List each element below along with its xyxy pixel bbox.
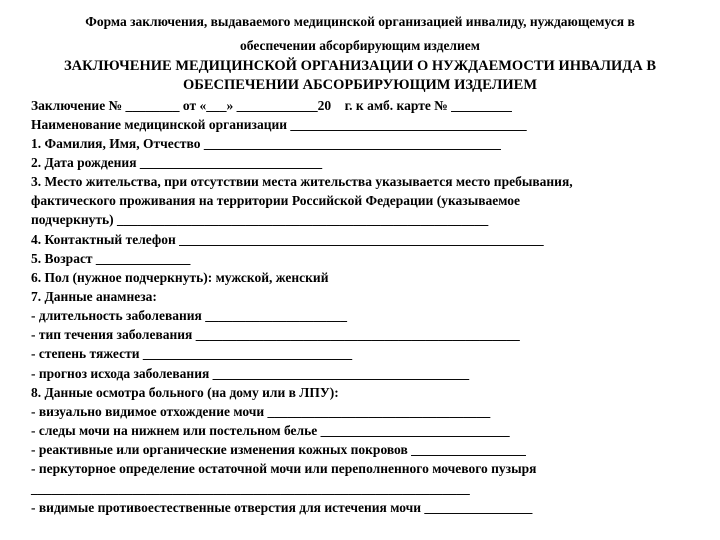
urine-traces-line: - следы мочи на нижнем или постельном белье ____________________________: [31, 423, 510, 438]
skin-changes-line: - реактивные или органические изменения кожных покровов _________________: [31, 442, 526, 457]
conclusion-number-line: Заключение № ________ от «___» ____________20 г. к амб. карте № _________: [31, 98, 512, 113]
residence-line-2: фактического проживания на территории Российской Федерации (указываемое: [31, 193, 521, 208]
document-title-line-1: ЗАКЛЮЧЕНИЕ МЕДИЦИНСКОЙ ОРГАНИЗАЦИИ О НУЖДАЕМОСТИ ИНВАЛИДА В: [63, 58, 657, 74]
phone-line: 4. Контактный телефон ______________________________________________________: [31, 232, 544, 247]
urine-discharge-line: - визуально видимое отхождение мочи _________________________________: [31, 404, 491, 419]
unnatural-openings-line: - видимые противоестественные отверстия для истечения мочи ________________: [31, 500, 533, 515]
prognosis-line: - прогноз исхода заболевания ______________________________________: [31, 366, 470, 381]
organization-name-line: Наименование медицинской организации ___________________________________: [31, 117, 527, 132]
header-line-2: обеспечении абсорбирующим изделием: [240, 38, 480, 53]
percussion-line-1: - перкуторное определение остаточной мочи или переполненного мочевого пузыря: [31, 461, 537, 476]
sex-line: 6. Пол (нужное подчеркнуть): мужской, женский: [31, 270, 329, 285]
header-line-1: Форма заключения, выдаваемого медицинской организацией инвалиду, нуждающемуся в: [85, 14, 635, 29]
document-title-line-2: ОБЕСПЕЧЕНИИ АБСОРБИРУЮЩИМ ИЗДЕЛИЕМ: [182, 77, 538, 93]
age-line: 5. Возраст ______________: [31, 251, 191, 266]
residence-line-3: подчеркнуть) _______________________________________________________: [31, 212, 489, 227]
residence-line-1: 3. Место жительства, при отсутствии места жительства указывается место пребывания,: [31, 174, 573, 189]
disease-duration-line: - длительность заболевания _____________________: [31, 308, 347, 323]
severity-line: - степень тяжести _______________________________: [31, 346, 353, 361]
disease-course-line: - тип течения заболевания ________________________________________________: [31, 327, 520, 342]
birth-date-line: 2. Дата рождения ___________________________: [31, 155, 323, 170]
anamnesis-heading: 7. Данные анамнеза:: [31, 289, 157, 304]
percussion-line-2: _________________________________________________________________: [31, 481, 470, 496]
full-name-line: 1. Фамилия, Имя, Отчество ____________________________________________: [31, 136, 501, 151]
examination-heading: 8. Данные осмотра больного (на дому или в ЛПУ):: [31, 385, 339, 400]
